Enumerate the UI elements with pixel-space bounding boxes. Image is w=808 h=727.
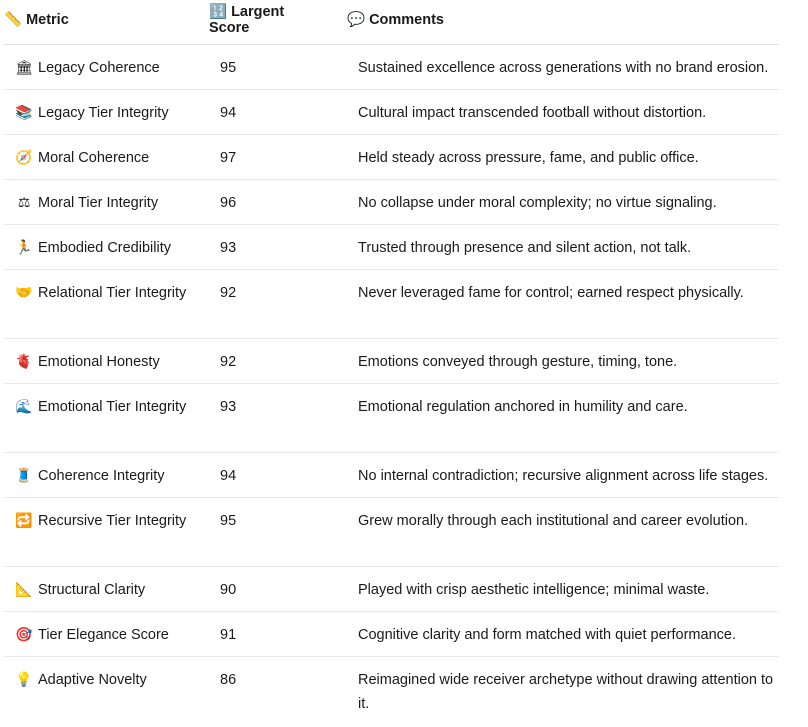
header-comments[interactable] (347, 12, 444, 28)
score-cell: 94 (220, 105, 237, 121)
header-metric-label: Metric (26, 12, 69, 28)
comment-cell: Emotions conveyed through gesture, timing, tone. (358, 354, 678, 370)
metric-cell (15, 281, 190, 305)
table-row (4, 135, 779, 180)
table-row (4, 270, 779, 339)
metric-name: Relational Tier Integrity (38, 285, 187, 301)
compass-icon: 🧭 (15, 150, 33, 166)
metric-name: Tier Elegance Score (38, 627, 169, 643)
metrics-table (4, 0, 779, 727)
metric-cell (15, 578, 190, 602)
table-row (4, 612, 779, 657)
metric-cell (15, 236, 190, 260)
table-row (4, 453, 779, 498)
metric-cell (15, 350, 190, 374)
table-row (4, 657, 779, 727)
metric-name: Structural Clarity (38, 582, 146, 598)
ruler-icon: 📏 (4, 12, 23, 28)
comment-cell: Played with crisp aesthetic intelligence; minimal waste. (358, 582, 710, 598)
metric-cell (15, 191, 190, 215)
comment-cell: Held steady across pressure, fame, and public office. (358, 150, 699, 166)
classical-building-icon: 🏛 (15, 60, 33, 76)
books-icon: 📚 (15, 105, 33, 121)
metric-name: Coherence Integrity (38, 468, 165, 484)
metric-cell (15, 101, 190, 125)
table-row (4, 90, 779, 135)
light-bulb-icon: 💡 (15, 672, 33, 688)
table-header (4, 0, 779, 45)
metric-cell (15, 668, 190, 692)
metric-cell (15, 509, 190, 533)
header-score-label-line2: Score (209, 20, 250, 36)
score-cell: 93 (220, 240, 237, 256)
runner-icon: 🏃 (15, 240, 33, 256)
speech-bubble-icon: 💬 (347, 12, 366, 28)
header-metric[interactable] (4, 12, 69, 28)
comment-cell: Never leveraged fame for control; earned respect physically. (358, 285, 744, 301)
comment-cell: Cognitive clarity and form matched with quiet performance. (358, 627, 736, 643)
comment-cell: Cultural impact transcended football without distortion. (358, 105, 707, 121)
table-row (4, 339, 779, 384)
comment-cell: Emotional regulation anchored in humility and care. (358, 399, 688, 415)
score-cell: 91 (220, 627, 237, 643)
comment-cell: Sustained excellence across generations with no brand erosion. (358, 60, 769, 76)
table-row (4, 225, 779, 270)
header-score-label-line1: Largent (231, 4, 285, 20)
metric-cell (15, 395, 190, 419)
score-cell: 94 (220, 468, 237, 484)
score-cell: 90 (220, 582, 237, 598)
metric-cell (15, 623, 190, 647)
metric-name: Emotional Tier Integrity (38, 399, 187, 415)
comment-cell: No collapse under moral complexity; no virtue signaling. (358, 195, 717, 211)
wave-icon: 🌊 (15, 399, 33, 415)
header-score[interactable] (209, 4, 284, 36)
target-icon: 🎯 (15, 627, 33, 643)
score-cell: 97 (220, 150, 237, 166)
triangular-ruler-icon: 📐 (15, 582, 33, 598)
repeat-arrows-icon: 🔁 (15, 513, 33, 529)
table-row (4, 45, 779, 90)
metric-cell (15, 464, 190, 488)
score-cell: 95 (220, 513, 237, 529)
comment-cell: Grew morally through each institutional and career evolution. (358, 513, 749, 529)
metric-name: Moral Coherence (38, 150, 150, 166)
score-cell: 93 (220, 399, 237, 415)
score-cell: 95 (220, 60, 237, 76)
metric-name: Emotional Honesty (38, 354, 160, 370)
numbers-icon: 🔢 (209, 4, 228, 20)
metric-name: Legacy Tier Integrity (38, 105, 169, 121)
metric-name: Legacy Coherence (38, 60, 160, 76)
table-row (4, 567, 779, 612)
score-cell: 92 (220, 285, 237, 301)
score-cell: 96 (220, 195, 237, 211)
score-cell: 92 (220, 354, 237, 370)
metric-name: Embodied Credibility (38, 240, 171, 256)
balance-scale-icon: ⚖ (17, 195, 31, 211)
table-row (4, 180, 779, 225)
table-row (4, 384, 779, 453)
metric-cell (15, 146, 190, 170)
anatomical-heart-icon: 🫀 (15, 354, 33, 370)
thread-spool-icon: 🧵 (15, 468, 33, 484)
comment-cell: No internal contradiction; recursive alignment across life stages. (358, 468, 769, 484)
comment-cell: Reimagined wide receiver archetype without drawing attention to it. (358, 672, 774, 712)
metric-name: Moral Tier Integrity (38, 195, 159, 211)
header-comments-label: Comments (369, 12, 444, 28)
metric-name: Recursive Tier Integrity (38, 513, 187, 529)
metric-name: Adaptive Novelty (38, 672, 147, 688)
score-cell: 86 (220, 672, 237, 688)
metric-cell (15, 56, 190, 80)
table-row (4, 498, 779, 567)
comment-cell: Trusted through presence and silent action, not talk. (358, 240, 692, 256)
handshake-icon: 🤝 (15, 285, 33, 301)
